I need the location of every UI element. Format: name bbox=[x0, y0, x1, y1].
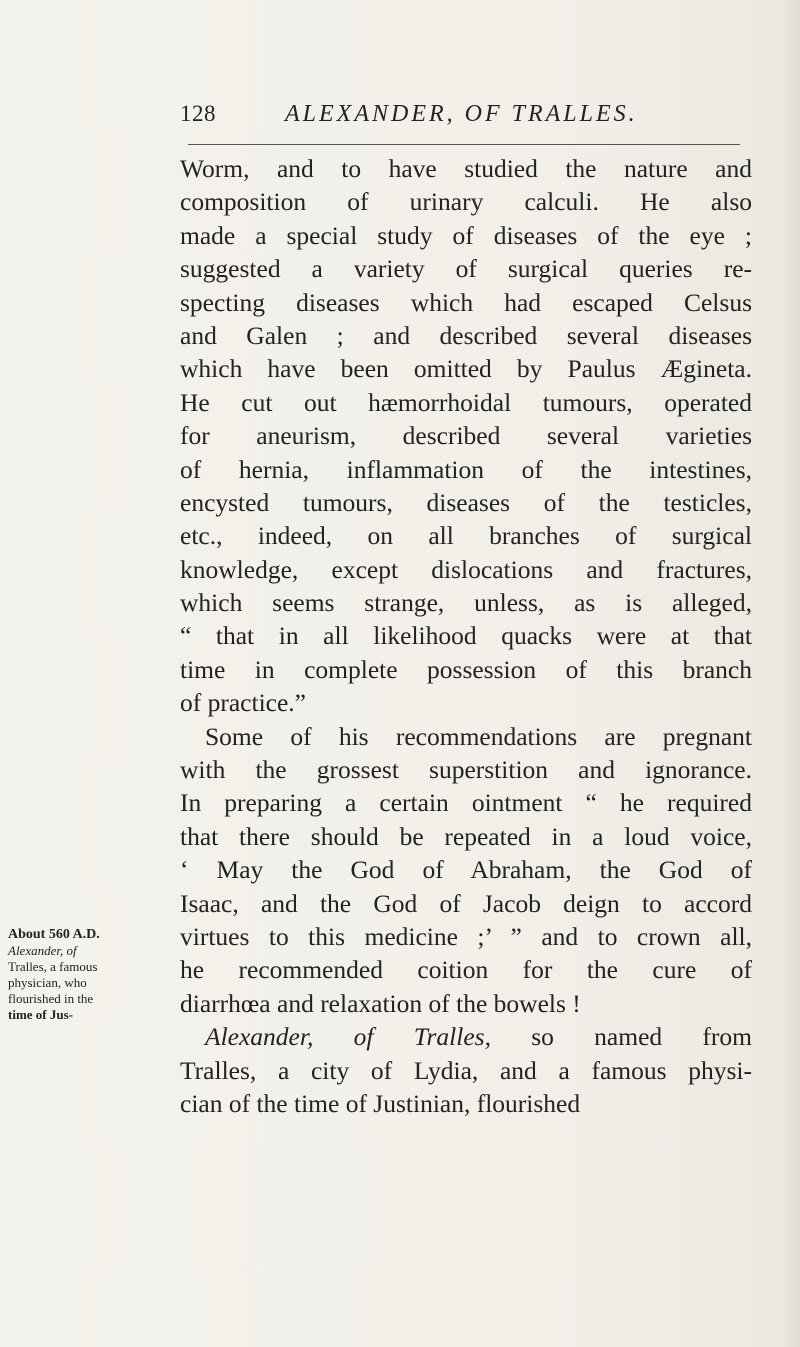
text-line: made a special study of diseases of the eye ; bbox=[180, 220, 752, 250]
text-line: suggested a variety of surgical queries re- bbox=[180, 254, 752, 284]
text-line: he recommended coition for the cure of bbox=[180, 955, 752, 985]
text-line: Some of his recommendations are pregnant bbox=[205, 721, 752, 751]
text-line: and Galen ; and described several diseases bbox=[180, 320, 752, 350]
text-line: specting diseases which had escaped Celsus bbox=[180, 287, 752, 317]
text-line: cian of the time of Justinian, flourished bbox=[180, 1088, 581, 1118]
page-number: 128 bbox=[180, 101, 216, 126]
entry-name: Alexander, of Tralles, bbox=[205, 1022, 491, 1052]
margin-note-line: time of Jus- bbox=[8, 1007, 73, 1022]
text-line: for aneurism, described several varieties bbox=[180, 421, 752, 451]
text-line: of practice.” bbox=[180, 688, 306, 718]
text-line: Tralles, a city of Lydia, and a famous physi- bbox=[180, 1055, 752, 1085]
running-head: ALEXANDER, OF TRALLES. bbox=[285, 101, 638, 127]
text-line: encysted tumours, diseases of the testicles, bbox=[180, 487, 752, 517]
text-line: that there should be repeated in a loud voice, bbox=[180, 821, 752, 851]
margin-date: About 560 A.D. bbox=[8, 927, 100, 942]
text-line: knowledge, except dislocations and fractures, bbox=[180, 554, 752, 584]
text-line: Isaac, and the God of Jacob deign to accord bbox=[180, 888, 752, 918]
text-line: ‘ May the God of Abraham, the God of bbox=[180, 855, 752, 885]
margin-notes bbox=[8, 927, 178, 1023]
text-line: with the grossest superstition and ignorance. bbox=[180, 755, 752, 785]
text-line: of hernia, inflammation of the intestines, bbox=[180, 454, 752, 484]
text-line: He cut out hæmorrhoidal tumours, operated bbox=[180, 387, 752, 417]
text-line: “ that in all likelihood quacks were at that bbox=[180, 621, 752, 651]
text-line: etc., indeed, on all branches of surgical bbox=[180, 521, 752, 551]
entry-lead-rest: so named from bbox=[531, 1022, 752, 1052]
margin-note-line: Tralles, a famous bbox=[8, 959, 98, 974]
body-text bbox=[180, 152, 752, 1120]
page-edge-shadow bbox=[782, 0, 800, 1347]
margin-note-line: flourished in the bbox=[8, 991, 94, 1006]
text-line: which seems strange, unless, as is alleged, bbox=[180, 588, 752, 618]
text-line: which have been omitted by Paulus Ægineta. bbox=[180, 354, 752, 384]
text-line: In preparing a certain ointment “ he required bbox=[180, 788, 752, 818]
text-line: composition of urinary calculi. He also bbox=[180, 187, 752, 217]
text-line-entry-start bbox=[180, 1020, 752, 1053]
text-line: time in complete possession of this branch bbox=[180, 654, 752, 684]
margin-note-line: Alexander, of bbox=[8, 943, 77, 958]
text-line: Worm, and to have studied the nature and bbox=[180, 154, 752, 183]
margin-note-line: physician, who bbox=[8, 975, 87, 990]
text-line: diarrhœa and relaxation of the bowels ! bbox=[180, 988, 581, 1018]
header-rule bbox=[188, 144, 740, 145]
text-line: virtues to this medicine ;’ ” and to crown all, bbox=[180, 921, 752, 951]
page-header bbox=[180, 101, 740, 135]
